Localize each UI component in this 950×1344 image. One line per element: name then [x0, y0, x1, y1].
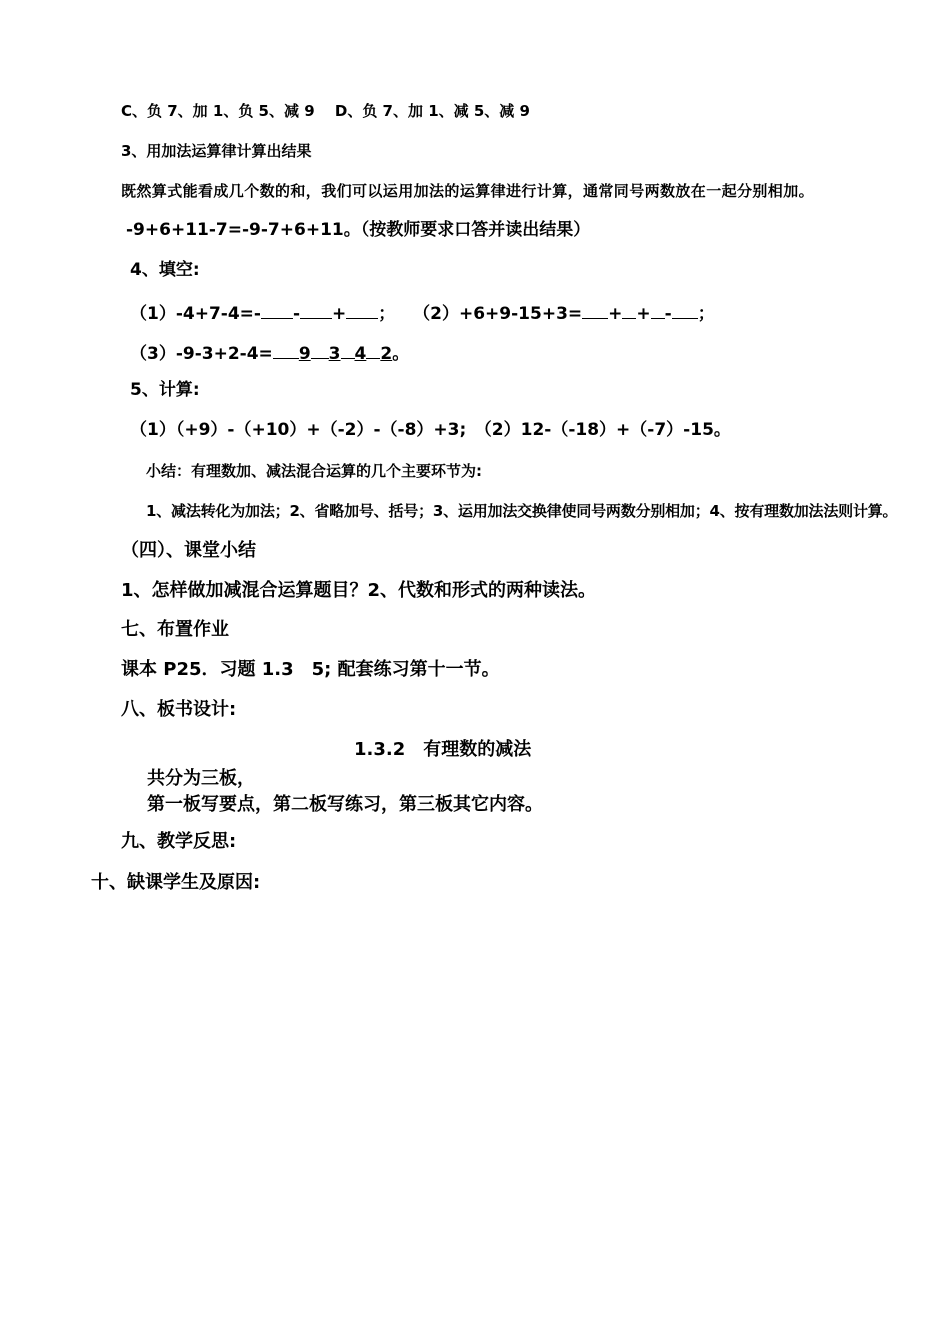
item5-title: 5、计算: [130, 380, 200, 400]
fill1-prefix: （1）-4+7-4=- [130, 304, 261, 324]
fill1-operator: + [332, 304, 347, 324]
answer-blank[interactable] [622, 302, 636, 319]
section4-content: 1、怎样做加减混合运算题目？2、代数和形式的两种读法。 [121, 580, 597, 601]
answer-blank[interactable] [261, 302, 293, 319]
fill1-operator: - [292, 304, 301, 324]
answer-blank[interactable] [300, 302, 332, 319]
item4-title: 4、填空: [130, 260, 200, 280]
item3-explanation: 既然算式能看成几个数的和，我们可以运用加法的运算律进行计算，通常同号两数放在一起分别相加。 [121, 182, 815, 200]
answer-blank[interactable] [366, 342, 380, 359]
fill2-operator: - [664, 304, 672, 324]
option-c-d: C、负 7、加 1、负 5、减 9 D、负 7、加 1、减 5、减 9 [121, 102, 530, 120]
summary-steps: 1、减法转化为加法；2、省略加号、括号；3、运用加法交换律使同号两数分别相加；4、按有理数加法法则计算。 [146, 502, 898, 520]
section8-title: 八、板书设计: [121, 699, 237, 720]
fill3-end: 。 [392, 344, 410, 364]
answer-blank[interactable] [582, 302, 608, 319]
answer-blank[interactable] [341, 342, 355, 359]
fill3-prefix: （3）-9-3+2-4= [130, 344, 273, 364]
answer-blank[interactable] [651, 302, 665, 319]
fill-in-line-1 [130, 302, 715, 323]
item3-title: 3、用加法运算律计算出结果 [121, 142, 312, 160]
section7-content: 课本 P25．习题 1.3 5; 配套练习第十一节。 [121, 659, 500, 680]
item3-example: -9+6+11-7=-9-7+6+11。（按教师要求口答并读出结果） [126, 220, 591, 240]
board-title: 1.3.2 有理数的减法 [354, 739, 532, 760]
fill2-end: ； [697, 304, 715, 324]
answer-blank[interactable] [346, 302, 378, 319]
fill3-value: 2 [380, 344, 393, 364]
summary-title: 小结：有理数加、减法混合运算的几个主要环节为: [146, 462, 483, 480]
fill2-operator: + [608, 304, 623, 324]
fill3-value: 3 [328, 344, 341, 364]
section4-title: （四）、课堂小结 [121, 540, 256, 561]
board-line-1: 共分为三板， [147, 768, 255, 789]
answer-blank[interactable] [273, 342, 299, 359]
fill3-value: 4 [354, 344, 367, 364]
answer-blank[interactable] [672, 302, 698, 319]
answer-blank[interactable] [311, 342, 329, 359]
fill2-prefix: （2）+6+9-15+3= [413, 304, 583, 324]
fill-in-line-3 [130, 342, 409, 363]
fill2-operator: + [636, 304, 651, 324]
section7-title: 七、布置作业 [121, 619, 229, 640]
section10-title: 十、缺课学生及原因: [91, 872, 261, 893]
fill1-end: ； [378, 304, 396, 324]
item5-problems: （1）（+9）-（+10）+（-2）-（-8）+3; （2）12-（-18）+（-7）-15。 [130, 420, 731, 440]
section9-title: 九、教学反思: [121, 831, 237, 852]
fill3-value: 9 [298, 344, 311, 364]
board-line-2: 第一板写要点，第二板写练习，第三板其它内容。 [147, 794, 543, 815]
